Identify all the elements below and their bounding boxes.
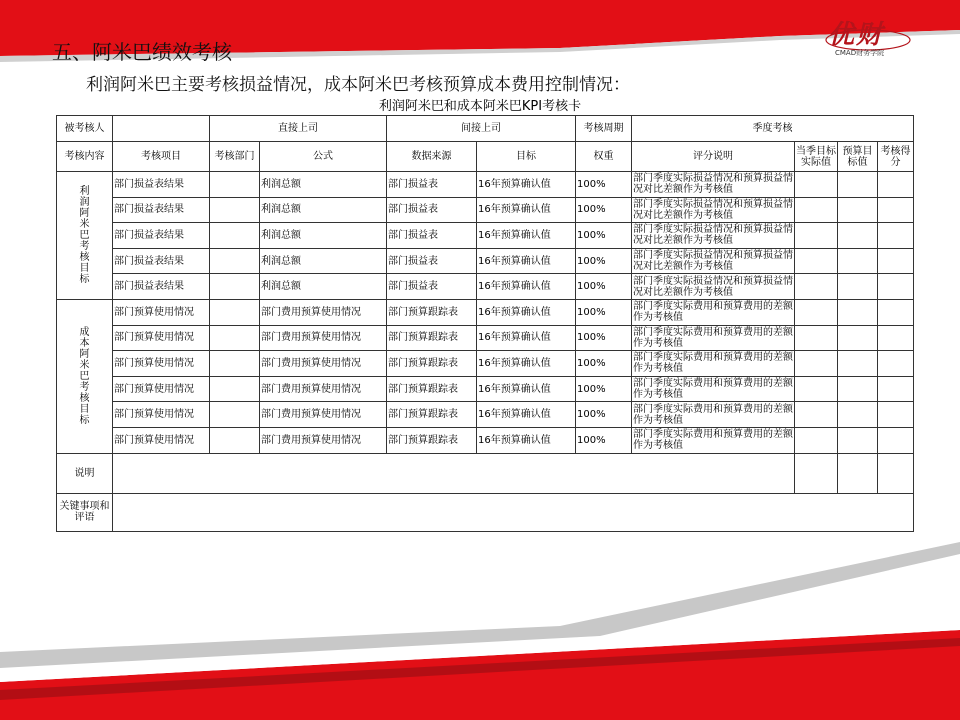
budget-cell[interactable]	[838, 325, 878, 351]
budget-cell[interactable]	[838, 274, 878, 300]
table-row	[57, 402, 914, 428]
dept-cell[interactable]	[210, 299, 260, 325]
score-cell[interactable]	[878, 427, 914, 453]
source-cell: 部门预算跟踪表	[387, 325, 477, 351]
weight-cell: 100%	[576, 376, 632, 402]
table-row	[57, 376, 914, 402]
item-cell: 部门损益表结果	[113, 248, 210, 274]
weight-cell: 100%	[576, 402, 632, 428]
formula-cell: 利润总额	[260, 248, 387, 274]
dept-cell[interactable]	[210, 325, 260, 351]
weight-cell: 100%	[576, 427, 632, 453]
actual-cell[interactable]	[795, 376, 838, 402]
target-cell: 16年预算确认值	[477, 427, 576, 453]
scoring-cell: 部门季度实际费用和预算费用的差额作为考核值	[633, 403, 793, 426]
indirect-supervisor-label: 间接上司	[387, 116, 576, 142]
budget-cell[interactable]	[838, 376, 878, 402]
item-cell: 部门预算使用情况	[113, 402, 210, 428]
source-cell: 部门损益表	[387, 197, 477, 223]
actual-cell[interactable]	[795, 248, 838, 274]
target-cell: 16年预算确认值	[477, 223, 576, 249]
header-dept: 考核部门	[210, 142, 260, 172]
scoring-cell: 部门季度实际费用和预算费用的差额作为考核值	[633, 326, 793, 349]
dept-cell[interactable]	[210, 248, 260, 274]
target-cell: 16年预算确认值	[477, 299, 576, 325]
table-row	[57, 351, 914, 377]
group-label-text: 成本阿米巴考核目标	[79, 326, 90, 426]
scoring-cell: 部门季度实际费用和预算费用的差额作为考核值	[633, 352, 793, 375]
source-cell: 部门损益表	[387, 274, 477, 300]
actual-cell[interactable]	[795, 351, 838, 377]
dept-cell[interactable]	[210, 274, 260, 300]
period-value: 季度考核	[632, 116, 914, 142]
dept-cell[interactable]	[210, 197, 260, 223]
logo-subtext: CMAD财务学院	[835, 49, 885, 57]
scoring-cell: 部门季度实际损益情况和预算损益情况对比差额作为考核值	[633, 250, 793, 273]
target-cell: 16年预算确认值	[477, 274, 576, 300]
weight-cell: 100%	[576, 325, 632, 351]
header-weight: 权重	[576, 142, 632, 172]
period-label: 考核周期	[576, 116, 632, 142]
actual-cell[interactable]	[795, 197, 838, 223]
header-target: 目标	[477, 142, 576, 172]
key-events-label: 关键事项和评语	[57, 493, 113, 531]
dept-cell[interactable]	[210, 427, 260, 453]
table-row	[57, 248, 914, 274]
formula-cell: 部门费用预算使用情况	[260, 427, 387, 453]
item-cell: 部门预算使用情况	[113, 427, 210, 453]
dept-cell[interactable]	[210, 351, 260, 377]
budget-cell[interactable]	[838, 299, 878, 325]
budget-cell[interactable]	[838, 248, 878, 274]
formula-cell: 利润总额	[260, 274, 387, 300]
key-events-value[interactable]	[113, 493, 914, 531]
score-cell[interactable]	[878, 325, 914, 351]
weight-cell: 100%	[576, 197, 632, 223]
header-content: 考核内容	[57, 142, 113, 172]
notes-score[interactable]	[878, 453, 914, 493]
target-cell: 16年预算确认值	[477, 351, 576, 377]
budget-cell[interactable]	[838, 197, 878, 223]
table-row	[57, 427, 914, 453]
group-label-text: 利润阿米巴考核目标	[79, 185, 90, 285]
source-cell: 部门损益表	[387, 172, 477, 198]
item-cell: 部门预算使用情况	[113, 325, 210, 351]
dept-cell[interactable]	[210, 172, 260, 198]
formula-cell: 部门费用预算使用情况	[260, 376, 387, 402]
table-title: 利润阿米巴和成本阿米巴KPI考核卡	[378, 99, 582, 114]
actual-cell[interactable]	[795, 223, 838, 249]
cost-group-label	[57, 299, 113, 453]
source-cell: 部门预算跟踪表	[387, 427, 477, 453]
bottom-decoration	[0, 540, 960, 720]
weight-cell: 100%	[576, 351, 632, 377]
source-cell: 部门预算跟踪表	[387, 351, 477, 377]
top-red-band	[0, 0, 960, 22]
direct-supervisor-label: 直接上司	[210, 116, 387, 142]
formula-cell: 利润总额	[260, 197, 387, 223]
section-title: 五、阿米巴绩效考核	[52, 40, 232, 64]
dept-cell[interactable]	[210, 402, 260, 428]
item-cell: 部门预算使用情况	[113, 299, 210, 325]
score-cell[interactable]	[878, 351, 914, 377]
table-row	[57, 325, 914, 351]
formula-cell: 部门费用预算使用情况	[260, 402, 387, 428]
scoring-cell: 部门季度实际费用和预算费用的差额作为考核值	[633, 378, 793, 401]
notes-budget[interactable]	[838, 453, 878, 493]
item-cell: 部门损益表结果	[113, 197, 210, 223]
target-cell: 16年预算确认值	[477, 402, 576, 428]
item-cell: 部门损益表结果	[113, 223, 210, 249]
header-formula: 公式	[260, 142, 387, 172]
table-row	[57, 197, 914, 223]
source-cell: 部门预算跟踪表	[387, 402, 477, 428]
score-cell[interactable]	[878, 299, 914, 325]
weight-cell: 100%	[576, 248, 632, 274]
weight-cell: 100%	[576, 274, 632, 300]
actual-cell[interactable]	[795, 172, 838, 198]
score-cell[interactable]	[878, 197, 914, 223]
scoring-cell: 部门季度实际损益情况和预算损益情况对比差额作为考核值	[633, 224, 793, 247]
table-header-row	[57, 142, 914, 172]
actual-cell[interactable]	[795, 427, 838, 453]
score-cell[interactable]	[878, 274, 914, 300]
header-actual: 当季目标实际值	[795, 142, 838, 172]
score-cell[interactable]	[878, 172, 914, 198]
scoring-cell: 部门季度实际损益情况和预算损益情况对比差额作为考核值	[633, 173, 793, 196]
actual-cell[interactable]	[795, 299, 838, 325]
subtitle: 利润阿米巴主要考核损益情况，成本阿米巴考核预算成本费用控制情况：	[86, 75, 630, 95]
table-row	[57, 172, 914, 198]
header-item: 考核项目	[113, 142, 210, 172]
scoring-cell: 部门季度实际费用和预算费用的差额作为考核值	[633, 301, 793, 324]
target-cell: 16年预算确认值	[477, 248, 576, 274]
table-row	[57, 274, 914, 300]
notes-value[interactable]	[113, 453, 795, 493]
item-cell: 部门预算使用情况	[113, 376, 210, 402]
actual-cell[interactable]	[795, 274, 838, 300]
scoring-cell: 部门季度实际损益情况和预算损益情况对比差额作为考核值	[633, 275, 793, 298]
weight-cell: 100%	[576, 172, 632, 198]
budget-cell[interactable]	[838, 402, 878, 428]
dept-cell[interactable]	[210, 376, 260, 402]
formula-cell: 部门费用预算使用情况	[260, 351, 387, 377]
actual-cell[interactable]	[795, 402, 838, 428]
actual-cell[interactable]	[795, 325, 838, 351]
score-cell[interactable]	[878, 223, 914, 249]
header-score: 考核得分	[878, 142, 914, 172]
table-row-people	[57, 116, 914, 142]
table-row	[57, 299, 914, 325]
item-cell: 部门预算使用情况	[113, 351, 210, 377]
weight-cell: 100%	[576, 299, 632, 325]
target-cell: 16年预算确认值	[477, 325, 576, 351]
dept-cell[interactable]	[210, 223, 260, 249]
scoring-cell: 部门季度实际损益情况和预算损益情况对比差额作为考核值	[633, 198, 793, 221]
header-source: 数据来源	[387, 142, 477, 172]
budget-cell[interactable]	[838, 172, 878, 198]
assessee-value[interactable]	[113, 116, 210, 142]
assessee-label: 被考核人	[57, 116, 113, 142]
header-scoring: 评分说明	[632, 142, 795, 172]
formula-cell: 利润总额	[260, 172, 387, 198]
score-cell[interactable]	[878, 376, 914, 402]
logo: 优财	[828, 20, 885, 50]
table-row-key-events	[57, 493, 914, 531]
target-cell: 16年预算确认值	[477, 197, 576, 223]
score-cell[interactable]	[878, 402, 914, 428]
scoring-cell: 部门季度实际费用和预算费用的差额作为考核值	[633, 429, 793, 452]
item-cell: 部门损益表结果	[113, 274, 210, 300]
header-budget: 预算目标值	[838, 142, 878, 172]
formula-cell: 部门费用预算使用情况	[260, 299, 387, 325]
notes-label: 说明	[57, 453, 113, 493]
item-cell: 部门损益表结果	[113, 172, 210, 198]
budget-cell[interactable]	[838, 427, 878, 453]
profit-group-label	[57, 172, 113, 300]
budget-cell[interactable]	[838, 223, 878, 249]
kpi-table	[56, 115, 914, 532]
formula-cell: 利润总额	[260, 223, 387, 249]
notes-actual[interactable]	[795, 453, 838, 493]
target-cell: 16年预算确认值	[477, 376, 576, 402]
table-row-notes	[57, 453, 914, 493]
source-cell: 部门预算跟踪表	[387, 299, 477, 325]
source-cell: 部门损益表	[387, 223, 477, 249]
score-cell[interactable]	[878, 248, 914, 274]
source-cell: 部门预算跟踪表	[387, 376, 477, 402]
budget-cell[interactable]	[838, 351, 878, 377]
table-row	[57, 223, 914, 249]
source-cell: 部门损益表	[387, 248, 477, 274]
weight-cell: 100%	[576, 223, 632, 249]
formula-cell: 部门费用预算使用情况	[260, 325, 387, 351]
target-cell: 16年预算确认值	[477, 172, 576, 198]
